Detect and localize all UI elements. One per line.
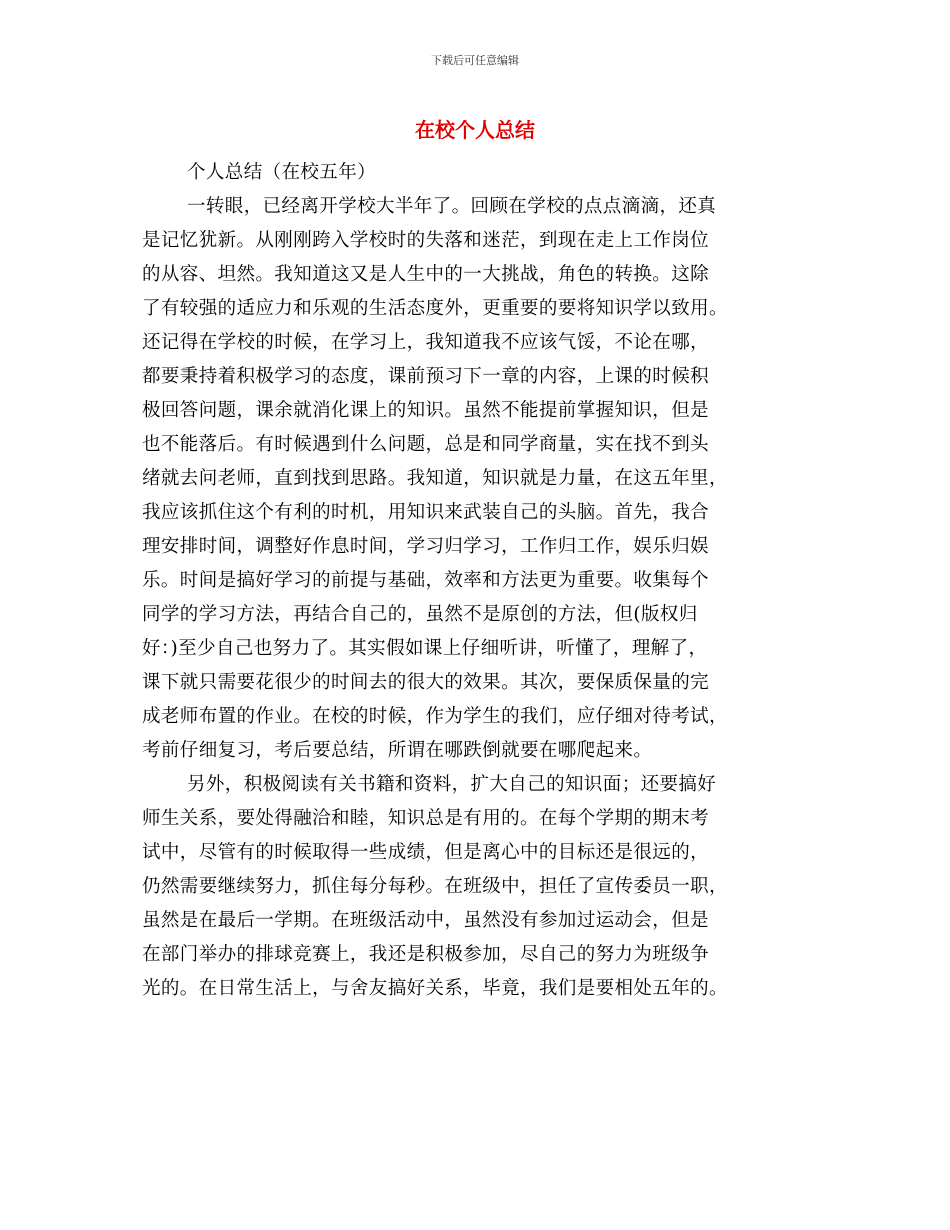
text-line: 另外，积极阅读有关书籍和资料，扩大自己的知识面；还要搞好 (187, 774, 717, 795)
paragraph-1 (142, 190, 812, 768)
text-line: 仍然需要继续努力，抓住每分每秒。在班级中，担任了宣传委员一职， (142, 876, 728, 897)
text-line: 是记忆犹新。从刚刚跨入学校时的失落和迷茫，到现在走上工作岗位 (142, 230, 710, 251)
text-line: 绪就去问老师，直到找到思路。我知道，知识就是力量，在这五年里， (142, 468, 728, 489)
text-line: 极回答问题，课余就消化课上的知识。虽然不能提前掌握知识，但是 (142, 400, 710, 421)
paragraph-2 (142, 768, 812, 1006)
subtitle: 个人总结（在校五年） (187, 162, 377, 183)
text-line: 的从容、坦然。我知道这又是人生中的一大挑战，角色的转换。这除 (142, 264, 710, 285)
text-line: 一转眼，已经离开学校大半年了。回顾在学校的点点滴滴，还真 (187, 196, 717, 217)
text-line: 师生关系，要处得融洽和睦，知识总是有用的。在每个学期的期末考 (142, 808, 710, 829)
text-line: 了有较强的适应力和乐观的生活态度外，更重要的要将知识学以致用。 (142, 298, 728, 319)
text-line: 试中，尽管有的时候取得一些成绩，但是离心中的目标还是很远的， (142, 842, 710, 863)
text-line: 课下就只需要花很少的时间去的很大的效果。其次，要保质保量的完 (142, 672, 710, 693)
text-line: 在部门举办的排球竞赛上，我还是积极参加，尽自己的努力为班级争 (142, 944, 710, 965)
document-title: 在校个人总结 (415, 118, 535, 142)
text-line: 同学的学习方法，再结合自己的，虽然不是原创的方法，但(版权归 (142, 604, 698, 625)
text-line: 好：)至少自己也努力了。其实假如课上仔细听讲，听懂了，理解了， (142, 638, 708, 659)
text-line: 理安排时间，调整好作息时间，学习归学习，工作归工作，娱乐归娱 (142, 536, 710, 557)
page-header: 下载后可任意编辑 (431, 54, 519, 67)
text-line: 考前仔细复习，考后要总结，所谓在哪跌倒就要在哪爬起来。 (142, 740, 653, 761)
text-line: 还记得在学校的时候，在学习上，我知道我不应该气馁，不论在哪， (142, 332, 710, 353)
text-line: 光的。在日常生活上，与舍友搞好关系，毕竟，我们是要相处五年的。 (142, 978, 728, 999)
document-body (142, 156, 812, 1006)
text-line: 虽然是在最后一学期。在班级活动中，虽然没有参加过运动会，但是 (142, 910, 710, 931)
text-line: 我应该抓住这个有利的时机，用知识来武装自己的头脑。首先，我合 (142, 502, 710, 523)
text-line: 也不能落后。有时候遇到什么问题，总是和同学商量，实在找不到头 (142, 434, 710, 455)
text-line: 都要秉持着积极学习的态度，课前预习下一章的内容，上课的时候积 (142, 366, 710, 387)
text-line: 成老师布置的作业。在校的时候，作为学生的我们，应仔细对待考试， (142, 706, 728, 727)
text-line: 乐。时间是搞好学习的前提与基础，效率和方法更为重要。收集每个 (142, 570, 710, 591)
